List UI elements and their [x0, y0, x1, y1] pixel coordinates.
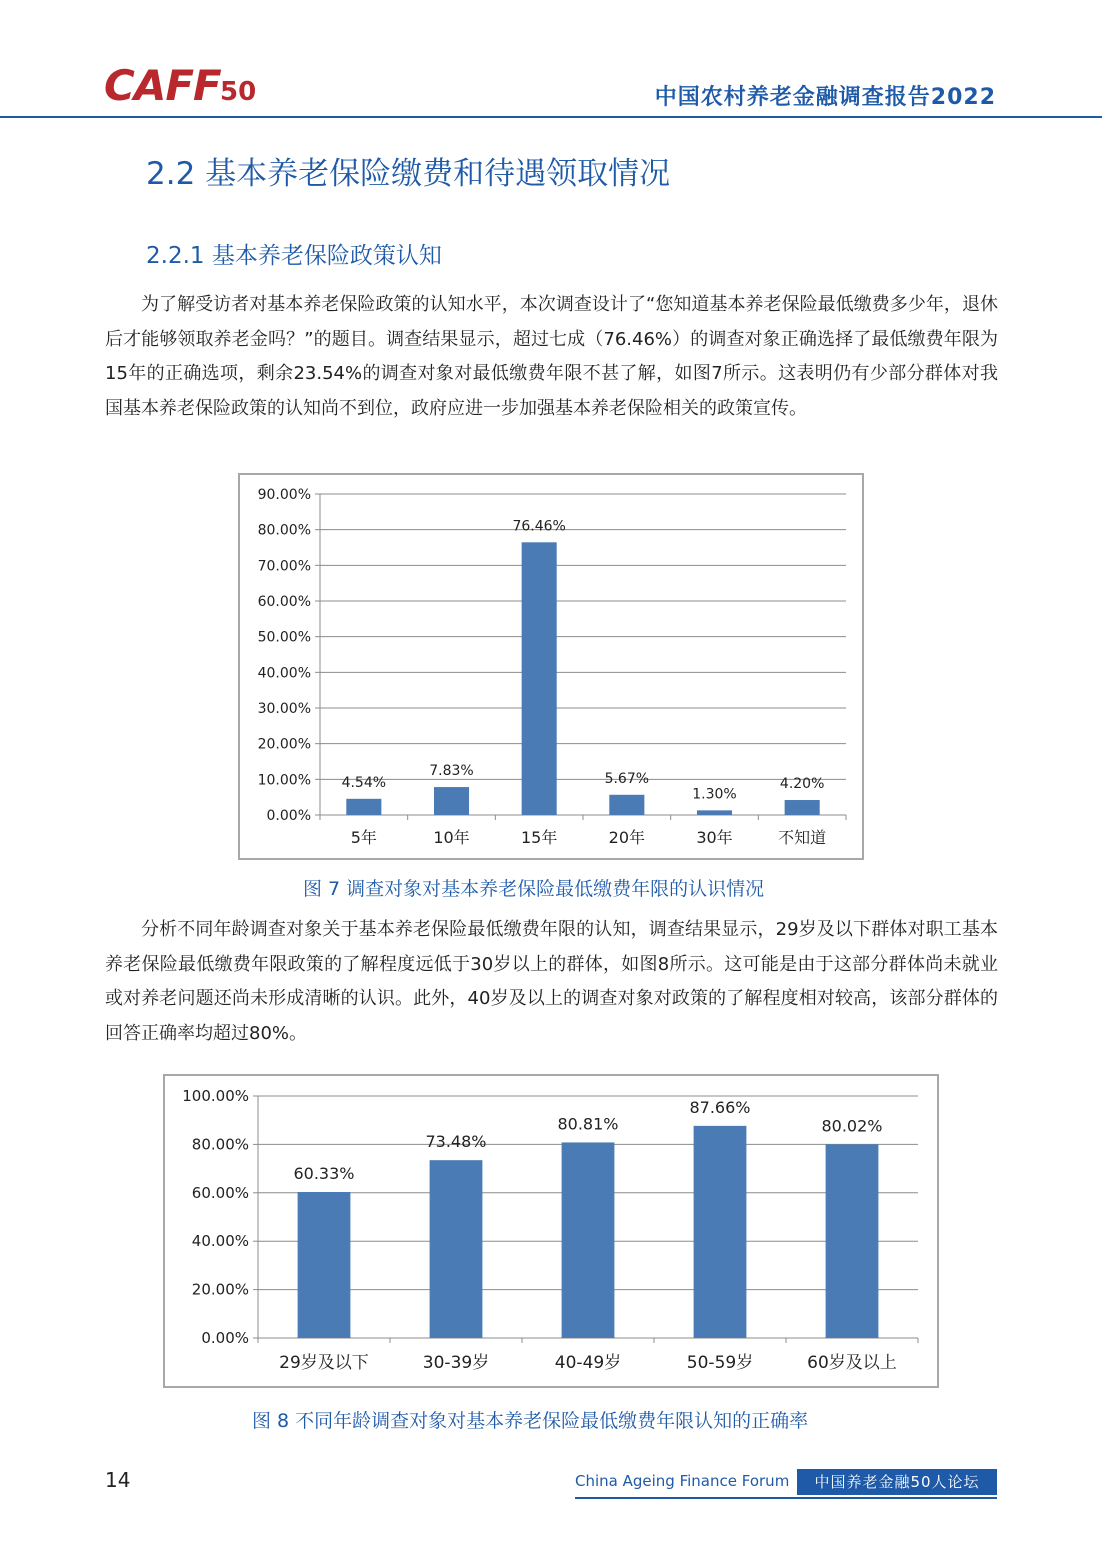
chart-fig8 [163, 1074, 939, 1388]
data-label: 80.02% [821, 1116, 883, 1136]
data-label: 4.20% [779, 776, 825, 793]
data-label: 73.48% [425, 1132, 487, 1152]
y-tick-label: 20.00% [191, 1280, 249, 1299]
bar [562, 1142, 615, 1338]
bar [697, 810, 732, 815]
bar [826, 1144, 879, 1338]
y-tick-label: 60.00% [191, 1183, 249, 1202]
figure-8-caption: 图 8 不同年龄调查对象对基本养老保险最低缴费年限认知的正确率 [252, 1410, 809, 1432]
y-tick-label: 40.00% [257, 665, 311, 682]
paragraph-1: 为了解受访者对基本养老保险政策的认知水平，本次调查设计了“您知道基本养老保险最低缴费多少年，退休后才能够领取养老金吗？”的题目。调查结果显示，超过七成（76.46%）的调查对象正确选择了最低缴费年限为15年的正确选项，剩余23.54%的调查对象对最低缴费年限不甚了解，如图7所示。这表明仍有少部分群体对我国基本养老保险政策的认知尚不到位，政府应进一步加强基本养老保险相关的政策宣传。 [105, 294, 998, 419]
bar [430, 1160, 483, 1338]
page-number: 14 [105, 1468, 131, 1492]
figure-7-caption: 图 7 调查对象对基本养老保险最低缴费年限的认识情况 [303, 878, 765, 900]
y-tick-label: 70.00% [257, 558, 311, 575]
y-tick-label: 0.00% [201, 1329, 249, 1347]
paragraph-2: 分析不同年龄调查对象关于基本养老保险最低缴费年限的认知，调查结果显示，29岁及以下群体对职工基本养老保险最低缴费年限政策的了解程度远低于30岁以上的群体，如图8所示。这可能是由于这部分群体尚未就业或对养老问题还尚未形成清晰的认识。此外，40岁及以上的调查对象对政策的了解程度相对较高，该部分群体的回答正确率均超过80%。 [105, 919, 998, 1044]
y-tick-label: 50.00% [257, 629, 311, 646]
data-label: 80.81% [557, 1114, 619, 1134]
chart-fig7 [238, 473, 864, 860]
y-tick-label: 60.00% [257, 594, 311, 610]
bar [346, 799, 381, 815]
x-tick-label: 30年 [696, 828, 733, 847]
bar [609, 795, 644, 815]
y-tick-label: 30.00% [257, 701, 311, 717]
forum-name-badge: 中国养老金融50人论坛 [797, 1469, 997, 1495]
x-tick-label: 60岁及以上 [807, 1353, 897, 1373]
x-tick-label: 15年 [520, 828, 558, 847]
y-tick-label: 80.00% [191, 1135, 249, 1154]
x-tick-label: 10年 [433, 828, 470, 847]
forum-name-en: China Ageing Finance Forum [575, 1472, 790, 1490]
y-tick-label: 100.00% [182, 1087, 249, 1105]
y-tick-label: 40.00% [191, 1232, 249, 1251]
data-label: 1.30% [692, 786, 737, 803]
header-divider [0, 116, 1102, 118]
section-heading: 2.2 基本养老保险缴费和待遇领取情况 [146, 156, 671, 192]
bar [434, 787, 469, 815]
x-tick-label: 20年 [608, 828, 646, 847]
x-tick-label: 29岁及以下 [279, 1353, 369, 1373]
bar [694, 1126, 747, 1338]
footer-rule [575, 1497, 997, 1499]
logo-number: 50 [220, 77, 257, 107]
chart-fig8-svg [165, 1076, 937, 1386]
bar [298, 1192, 351, 1338]
data-label: 5.67% [604, 770, 650, 787]
y-tick-label: 0.00% [266, 808, 311, 824]
y-tick-label: 90.00% [257, 487, 311, 503]
logo-text: CAFF [104, 61, 221, 110]
report-title: 中国农村养老金融调查报告2022 [654, 85, 996, 110]
x-tick-label: 30-39岁 [422, 1353, 490, 1373]
data-label: 4.54% [341, 774, 387, 791]
data-label: 60.33% [293, 1164, 355, 1184]
x-tick-label: 5年 [350, 828, 377, 847]
subsection-heading: 2.2.1 基本养老保险政策认知 [146, 243, 442, 269]
x-tick-label: 50-59岁 [686, 1353, 754, 1373]
bar [785, 800, 820, 815]
y-tick-label: 80.00% [257, 522, 311, 539]
y-tick-label: 20.00% [257, 736, 311, 753]
data-label: 87.66% [689, 1097, 751, 1117]
data-label: 7.83% [429, 763, 474, 780]
chart-fig7-svg [240, 475, 862, 858]
y-tick-label: 10.00% [257, 772, 311, 789]
x-tick-label: 40-49岁 [554, 1353, 622, 1373]
data-label: 76.46% [512, 518, 566, 535]
x-tick-label: 不知道 [778, 828, 827, 847]
bar [522, 542, 557, 815]
